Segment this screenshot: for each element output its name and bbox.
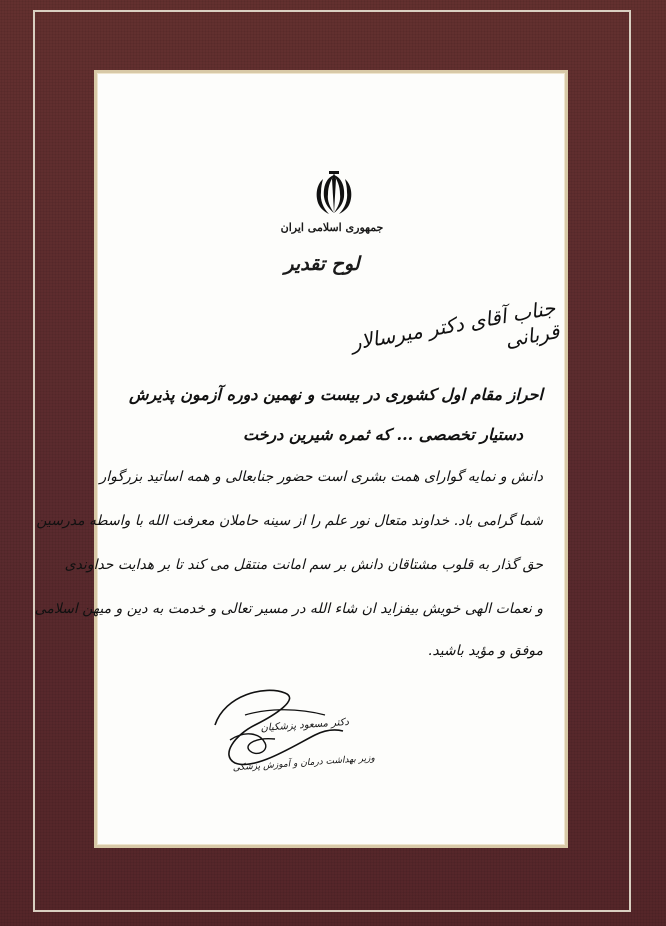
body-line: حق گذار به قلوب مشتاقان دانش بر سم امانت منتقل می کند تا بر هدایت حداوندی [64, 557, 543, 573]
body-line: دستیار تخصصی ... که ثمره شیرین درخت [242, 425, 523, 444]
body-line: احراز مقام اول کشوری در بیست و نهمین دوره آزمون پذیرش [129, 385, 543, 404]
body-line: و نعمات الهی خویش بیفزاید ان شاء الله در مسیر تعالی و خدمت به دین و میهن اسلامی [34, 601, 543, 617]
body-line: موفق و مؤید باشید. [427, 643, 543, 659]
body-line: شما گرامی باد. خداوند متعال نور علم را از سینه حاملان معرفت الله با واسطه مدرسین [36, 513, 543, 529]
recipient-name: جناب آقای دکتر میرسالار قربانی [349, 295, 562, 355]
certificate-paper [34, 70, 568, 848]
body-line: دانش و نمایه گوارای همت بشری است حضور جنابعالی و همه اساتید بزرگوار [99, 469, 543, 485]
signer-name: دکتر مسعود پزشکیان [260, 716, 350, 734]
signer-title: وزیر بهداشت درمان و آموزش پزشکی [232, 753, 376, 774]
certificate-title: لوح تقدیر [284, 253, 360, 275]
iran-emblem-icon [309, 169, 359, 219]
country-name: جمهوری اسلامی ایران [280, 221, 384, 234]
